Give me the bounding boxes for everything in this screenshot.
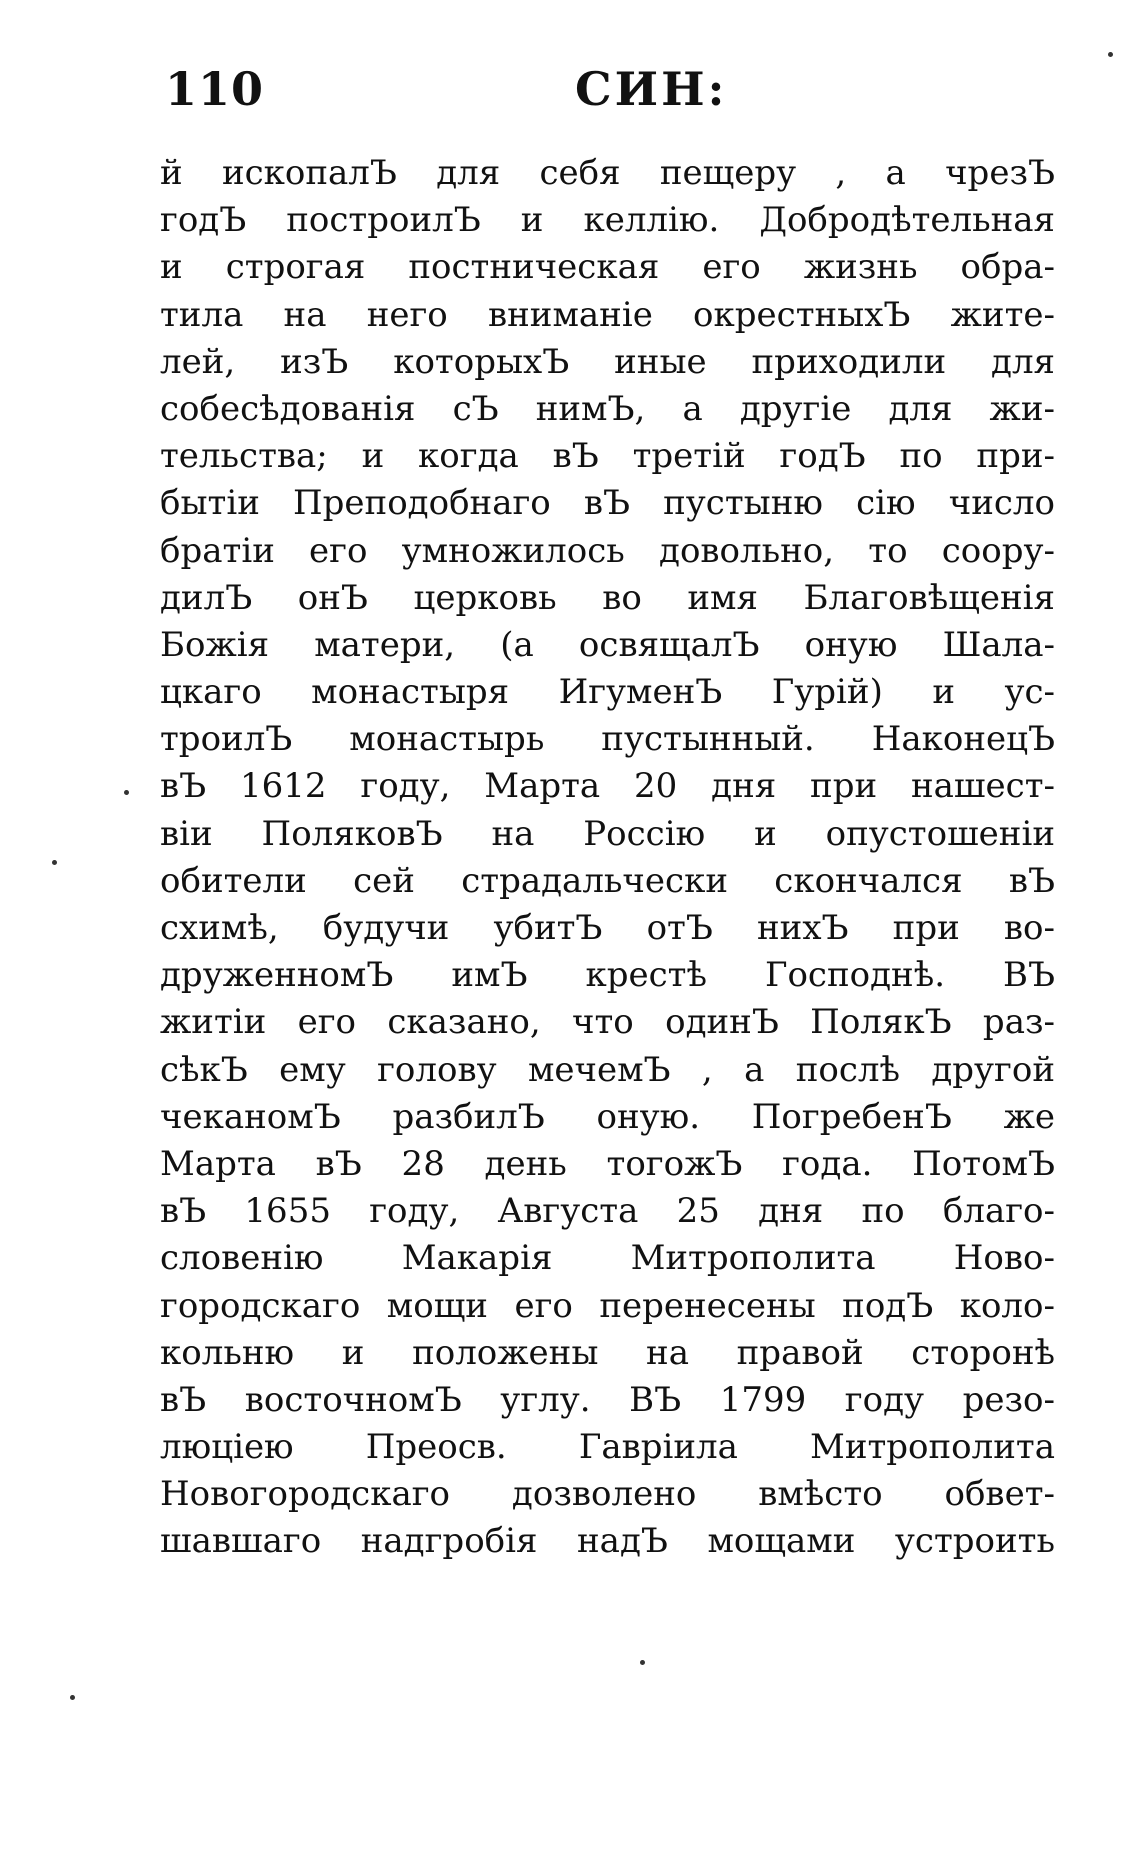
text-line: собесѣдованія сЪ нимЪ, а другіе для жи- (160, 388, 1055, 429)
text-line: обители сей страдальчески скончался вЪ (160, 860, 1055, 901)
text-line: дилЪ онЪ церковь во имя Благовѣщенія (160, 577, 1055, 618)
page-header (155, 62, 1055, 122)
text-line: схимѣ, будучи убитЪ отЪ нихЪ при во- (160, 908, 1055, 948)
text-line: братіи его умножилось довольно, то соору- (160, 530, 1055, 571)
text-line: Новогородскаго дозволено вмѣсто обвет- (160, 1474, 1055, 1515)
body-text (160, 150, 1055, 1566)
text-line: друженномЪ имЪ крестѣ Господнѣ. ВЪ (160, 955, 1055, 996)
text-line: годЪ построилЪ и келлію. Добродѣтельная (160, 200, 1055, 241)
text-line: кольню и положены на правой сторонѣ (160, 1332, 1055, 1373)
text-line: словенію Макарія Митрополита Ново- (160, 1238, 1055, 1279)
scan-speck (640, 1660, 645, 1665)
scan-speck (124, 790, 129, 795)
text-line: вЪ восточномЪ углу. ВЪ 1799 году резо- (160, 1379, 1055, 1420)
text-line: віи ПоляковЪ на Россію и опустошеніи (160, 813, 1055, 854)
page-number: 110 (165, 62, 265, 116)
text-line: городскаго мощи его перенесены подЪ коло- (160, 1285, 1055, 1326)
scan-speck (52, 860, 57, 865)
text-line: бытіи Преподобнаго вЪ пустыню сію число (160, 483, 1055, 524)
text-line: сѣкЪ ему голову мечемЪ , а послѣ другой (160, 1049, 1055, 1090)
text-line: житіи его сказано, что одинЪ ПолякЪ раз- (160, 1002, 1055, 1043)
text-line: лей, изЪ которыхЪ иные приходили для (160, 341, 1055, 382)
text-line: троилЪ монастырь пустынный. НаконецЪ (160, 719, 1055, 760)
scan-speck (70, 1695, 75, 1700)
text-line: Марта вЪ 28 день тогожЪ года. ПотомЪ (160, 1143, 1055, 1184)
text-line: вЪ 1612 году, Марта 20 дня при нашест- (160, 766, 1055, 807)
text-line: люціею Преосв. Гавріила Митрополита (160, 1427, 1055, 1468)
text-line: й ископалЪ для себя пещеру , а чрезЪ (160, 153, 1055, 193)
text-line: цкаго монастыря ИгуменЪ Гурій) и ус- (160, 672, 1055, 713)
text-line: чеканомЪ разбилЪ оную. ПогребенЪ же (160, 1096, 1055, 1137)
text-line: тельства; и когда вЪ третій годЪ по при- (160, 436, 1055, 477)
text-line: и строгая постническая его жизнь обра- (160, 247, 1055, 288)
running-head: СИН: (575, 62, 728, 116)
text-line: шавшаго надгробія надЪ мощами устроить (160, 1521, 1055, 1562)
text-line: вЪ 1655 году, Августа 25 дня по благо- (160, 1191, 1055, 1232)
text-line: Божія матери, (а освящалЪ оную Шала- (160, 624, 1055, 665)
scan-speck (1108, 52, 1113, 57)
text-line: тила на него вниманіе окрестныхЪ жите- (160, 294, 1055, 335)
